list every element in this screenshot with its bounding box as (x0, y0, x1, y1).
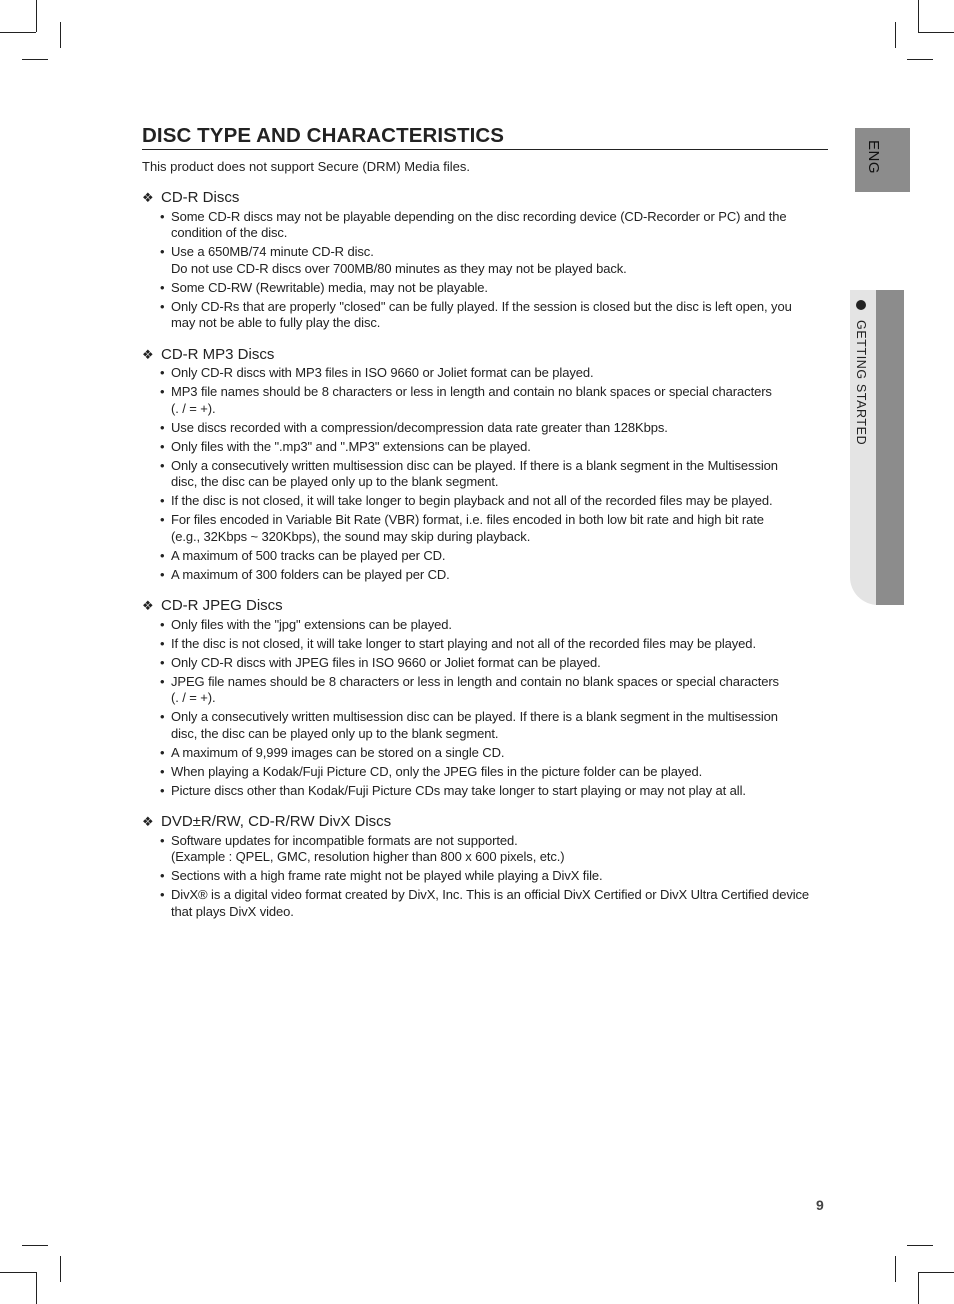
list-item-text: (e.g., 32Kbps ~ 320Kbps), the sound may skip during playback. (171, 528, 531, 544)
list-item-text: MP3 file names should be 8 characters or less in length and contain no blank spaces or special characters (171, 384, 772, 399)
list-item (142, 636, 828, 653)
bullet-icon: • (160, 832, 165, 848)
diamond-bullet-icon: ❖ (142, 814, 154, 829)
bullet-list (142, 209, 828, 332)
list-item-text: disc, the disc can be played only up to the blank segment. (171, 725, 499, 741)
bullet-icon: • (160, 419, 165, 435)
diamond-bullet-icon: ❖ (142, 190, 154, 205)
section-title (142, 346, 828, 363)
bullet-list (142, 833, 828, 921)
crop-mark (907, 1245, 933, 1246)
bullet-icon: • (160, 298, 165, 314)
list-item (142, 439, 828, 456)
section-title (142, 597, 828, 614)
diamond-bullet-icon: ❖ (142, 598, 154, 613)
crop-mark (918, 0, 919, 32)
list-item (142, 458, 828, 491)
bullet-icon: • (160, 763, 165, 779)
bullet-icon: • (160, 547, 165, 563)
list-item-text: Picture discs other than Kodak/Fuji Picture CDs may take longer to start playing or may not play at all. (171, 782, 746, 798)
crop-mark (0, 1272, 36, 1273)
list-item-text: (Example : QPEL, GMC, resolution higher than 800 x 600 pixels, etc.) (171, 849, 565, 864)
list-item (142, 244, 828, 277)
sections-container (142, 189, 828, 920)
list-item (142, 420, 828, 437)
list-item-text: Do not use CD-R discs over 700MB/80 minutes as they may not be played back. (171, 260, 627, 276)
list-item (142, 764, 828, 781)
list-item-text: that plays DivX video. (171, 903, 294, 919)
list-item-text: Sections with a high frame rate might not be played while playing a DivX file. (171, 868, 603, 883)
list-item (142, 365, 828, 382)
section-title-text: CD-R JPEG Discs (161, 597, 283, 614)
section-tab-strip (876, 290, 904, 605)
list-item-text: Only CD-Rs that are properly "closed" can be fully played. If the session is closed but the disc is left open, you (171, 298, 792, 314)
section-title-text: CD-R MP3 Discs (161, 345, 275, 363)
list-item-text: If the disc is not closed, it will take longer to start playing and not all of the recorded files may be played. (171, 635, 756, 651)
crop-mark (895, 22, 896, 48)
section (142, 346, 828, 584)
list-item-text: Only CD-R discs with JPEG files in ISO 9660 or Joliet format can be played. (171, 654, 601, 670)
list-item-text: Only files with the "jpg" extensions can be played. (171, 616, 452, 632)
section (142, 813, 828, 920)
section-tab-label: GETTING STARTED (854, 320, 868, 446)
section-title-text: CD-R Discs (161, 189, 240, 206)
list-item-text: A maximum of 300 folders can be played per CD. (171, 566, 450, 582)
bullet-icon: • (160, 457, 165, 473)
bullet-icon: • (160, 512, 165, 527)
list-item-text: DivX® is a digital video format created by DivX, Inc. This is an official DivX Certified or DivX Ultra Certified device (171, 887, 810, 902)
list-item-text: disc, the disc can be played only up to the blank segment. (171, 474, 499, 489)
list-item (142, 674, 828, 707)
page-number: 9 (816, 1197, 824, 1213)
crop-mark (918, 32, 954, 33)
diamond-bullet-icon: ❖ (142, 346, 154, 362)
bullet-icon: • (160, 673, 165, 689)
bullet-icon: • (160, 868, 165, 883)
crop-mark (895, 1256, 896, 1282)
list-item-text: Only a consecutively written multisession disc can be played. If there is a blank segment in the Multisession (171, 457, 778, 473)
list-item-text: For files encoded in Variable Bit Rate (VBR) format, i.e. files encoded in both low bit rate and high bit rate (171, 512, 764, 527)
intro-text: This product does not support Secure (DRM) Media files. (142, 159, 471, 174)
bullet-icon: • (160, 709, 165, 724)
list-item-text: Use a 650MB/74 minute CD-R disc. (171, 244, 374, 259)
section-title (142, 813, 828, 830)
crop-mark (36, 1272, 37, 1304)
bullet-list (142, 365, 828, 583)
list-item (142, 280, 828, 297)
crop-mark (60, 1256, 61, 1282)
crop-mark (22, 1245, 48, 1246)
bullet-icon: • (160, 566, 165, 582)
bullet-icon: • (160, 365, 165, 380)
list-item-text: Some CD-RW (Rewritable) media, may not be playable. (171, 279, 488, 295)
bullet-icon: • (160, 887, 165, 902)
bullet-icon: • (160, 438, 165, 454)
list-item-text: may not be able to fully play the disc. (171, 315, 381, 330)
crop-mark (60, 22, 61, 48)
list-item (142, 209, 828, 242)
list-item (142, 868, 828, 885)
section (142, 189, 828, 332)
list-item-text: A maximum of 500 tracks can be played per CD. (171, 547, 446, 563)
list-item (142, 783, 828, 800)
bullet-icon: • (160, 279, 165, 295)
list-item-text: Use discs recorded with a compression/decompression data rate greater than 128Kbps. (171, 419, 668, 435)
list-item (142, 617, 828, 634)
crop-mark (36, 0, 37, 32)
bullet-icon: • (160, 493, 165, 508)
list-item-text: JPEG file names should be 8 characters or less in length and contain no blank spaces or special characters (171, 673, 779, 689)
language-tab-label: ENG (865, 140, 882, 175)
list-item-text: (. / = +). (171, 690, 216, 705)
list-item-text: A maximum of 9,999 images can be stored on a single CD. (171, 744, 505, 760)
bullet-icon: • (160, 384, 165, 399)
list-item (142, 548, 828, 565)
crop-mark (918, 1272, 919, 1304)
section (142, 597, 828, 799)
crop-mark (918, 1272, 954, 1273)
list-item-text: Some CD-R discs may not be playable depending on the disc recording device (CD-Recorder or PC) and the (171, 208, 787, 224)
section-title (142, 189, 828, 206)
bullet-icon: • (160, 782, 165, 798)
bullet-icon: • (160, 208, 165, 224)
list-item-text: Only files with the ".mp3" and ".MP3" extensions can be played. (171, 438, 531, 454)
page-title: DISC TYPE AND CHARACTERISTICS (142, 124, 828, 150)
bullet-icon: • (160, 616, 165, 632)
list-item (142, 512, 828, 545)
crop-mark (907, 59, 933, 60)
list-item-text: If the disc is not closed, it will take longer to begin playback and not all of the recorded files may be played. (171, 493, 773, 508)
bullet-icon: • (160, 244, 165, 259)
list-item-text: (. / = +). (171, 400, 216, 416)
list-item (142, 709, 828, 742)
list-item-text: When playing a Kodak/Fuji Picture CD, only the JPEG files in the picture folder can be played. (171, 763, 703, 779)
list-item (142, 745, 828, 762)
list-item (142, 833, 828, 866)
list-item-text: Software updates for incompatible formats are not supported. (171, 832, 518, 848)
list-item (142, 887, 828, 920)
list-item-text: Only CD-R discs with MP3 files in ISO 9660 or Joliet format can be played. (171, 365, 594, 380)
list-item (142, 384, 828, 417)
list-item (142, 567, 828, 584)
bullet-icon: • (160, 744, 165, 760)
list-item-text: Only a consecutively written multisession disc can be played. If there is a blank segment in the multisession (171, 709, 778, 724)
page-content (142, 124, 828, 920)
bullet-dot-icon (856, 300, 866, 310)
section-title-text: DVD±R/RW, CD-R/RW DivX Discs (161, 813, 392, 830)
list-item (142, 299, 828, 332)
list-item (142, 655, 828, 672)
list-item-text: condition of the disc. (171, 225, 288, 240)
crop-mark (22, 59, 48, 60)
bullet-icon: • (160, 635, 165, 651)
bullet-list (142, 617, 828, 800)
list-item (142, 493, 828, 510)
bullet-icon: • (160, 654, 165, 670)
crop-mark (0, 32, 36, 33)
